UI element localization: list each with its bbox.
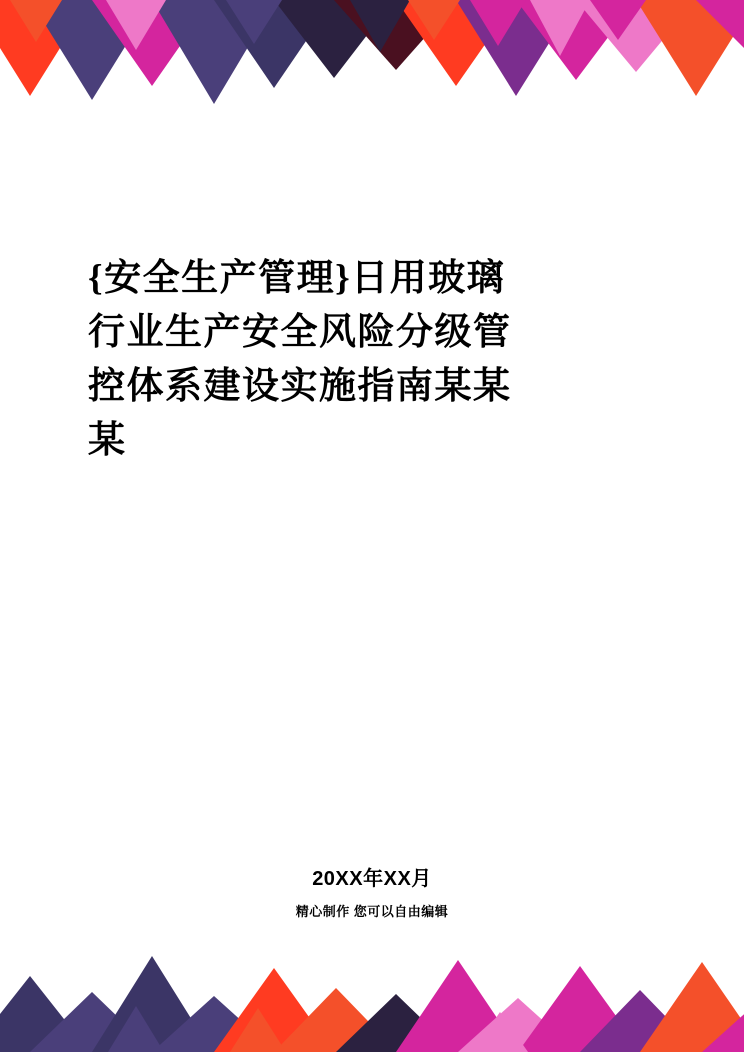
deco-triangle <box>408 0 460 40</box>
deco-triangle <box>530 0 590 56</box>
deco-triangle <box>350 0 410 52</box>
deco-triangle <box>470 0 526 46</box>
title-line: {安全生产管理}日用玻璃 <box>88 258 506 299</box>
deco-triangle <box>702 998 744 1052</box>
deco-triangle <box>226 0 282 44</box>
title-line: 控体系建设实施指南某某 <box>88 366 512 407</box>
deco-triangle <box>696 0 744 60</box>
deco-triangle <box>472 1012 528 1052</box>
title-line: 行业生产安全风险分级管 <box>88 312 512 353</box>
top-decorative-banner <box>0 0 744 115</box>
deco-triangle <box>108 1006 164 1052</box>
deco-triangle <box>590 0 646 40</box>
document-title <box>88 252 656 468</box>
bottom-decorative-banner <box>0 932 744 1052</box>
document-date: 20XX年XX月 <box>312 868 432 890</box>
deco-triangle <box>10 0 62 42</box>
document-footer <box>0 862 744 920</box>
deco-triangle <box>230 1008 286 1052</box>
title-line: 某 <box>88 420 127 461</box>
deco-triangle <box>106 0 166 50</box>
document-note: 精心制作 您可以自由编辑 <box>295 904 449 919</box>
